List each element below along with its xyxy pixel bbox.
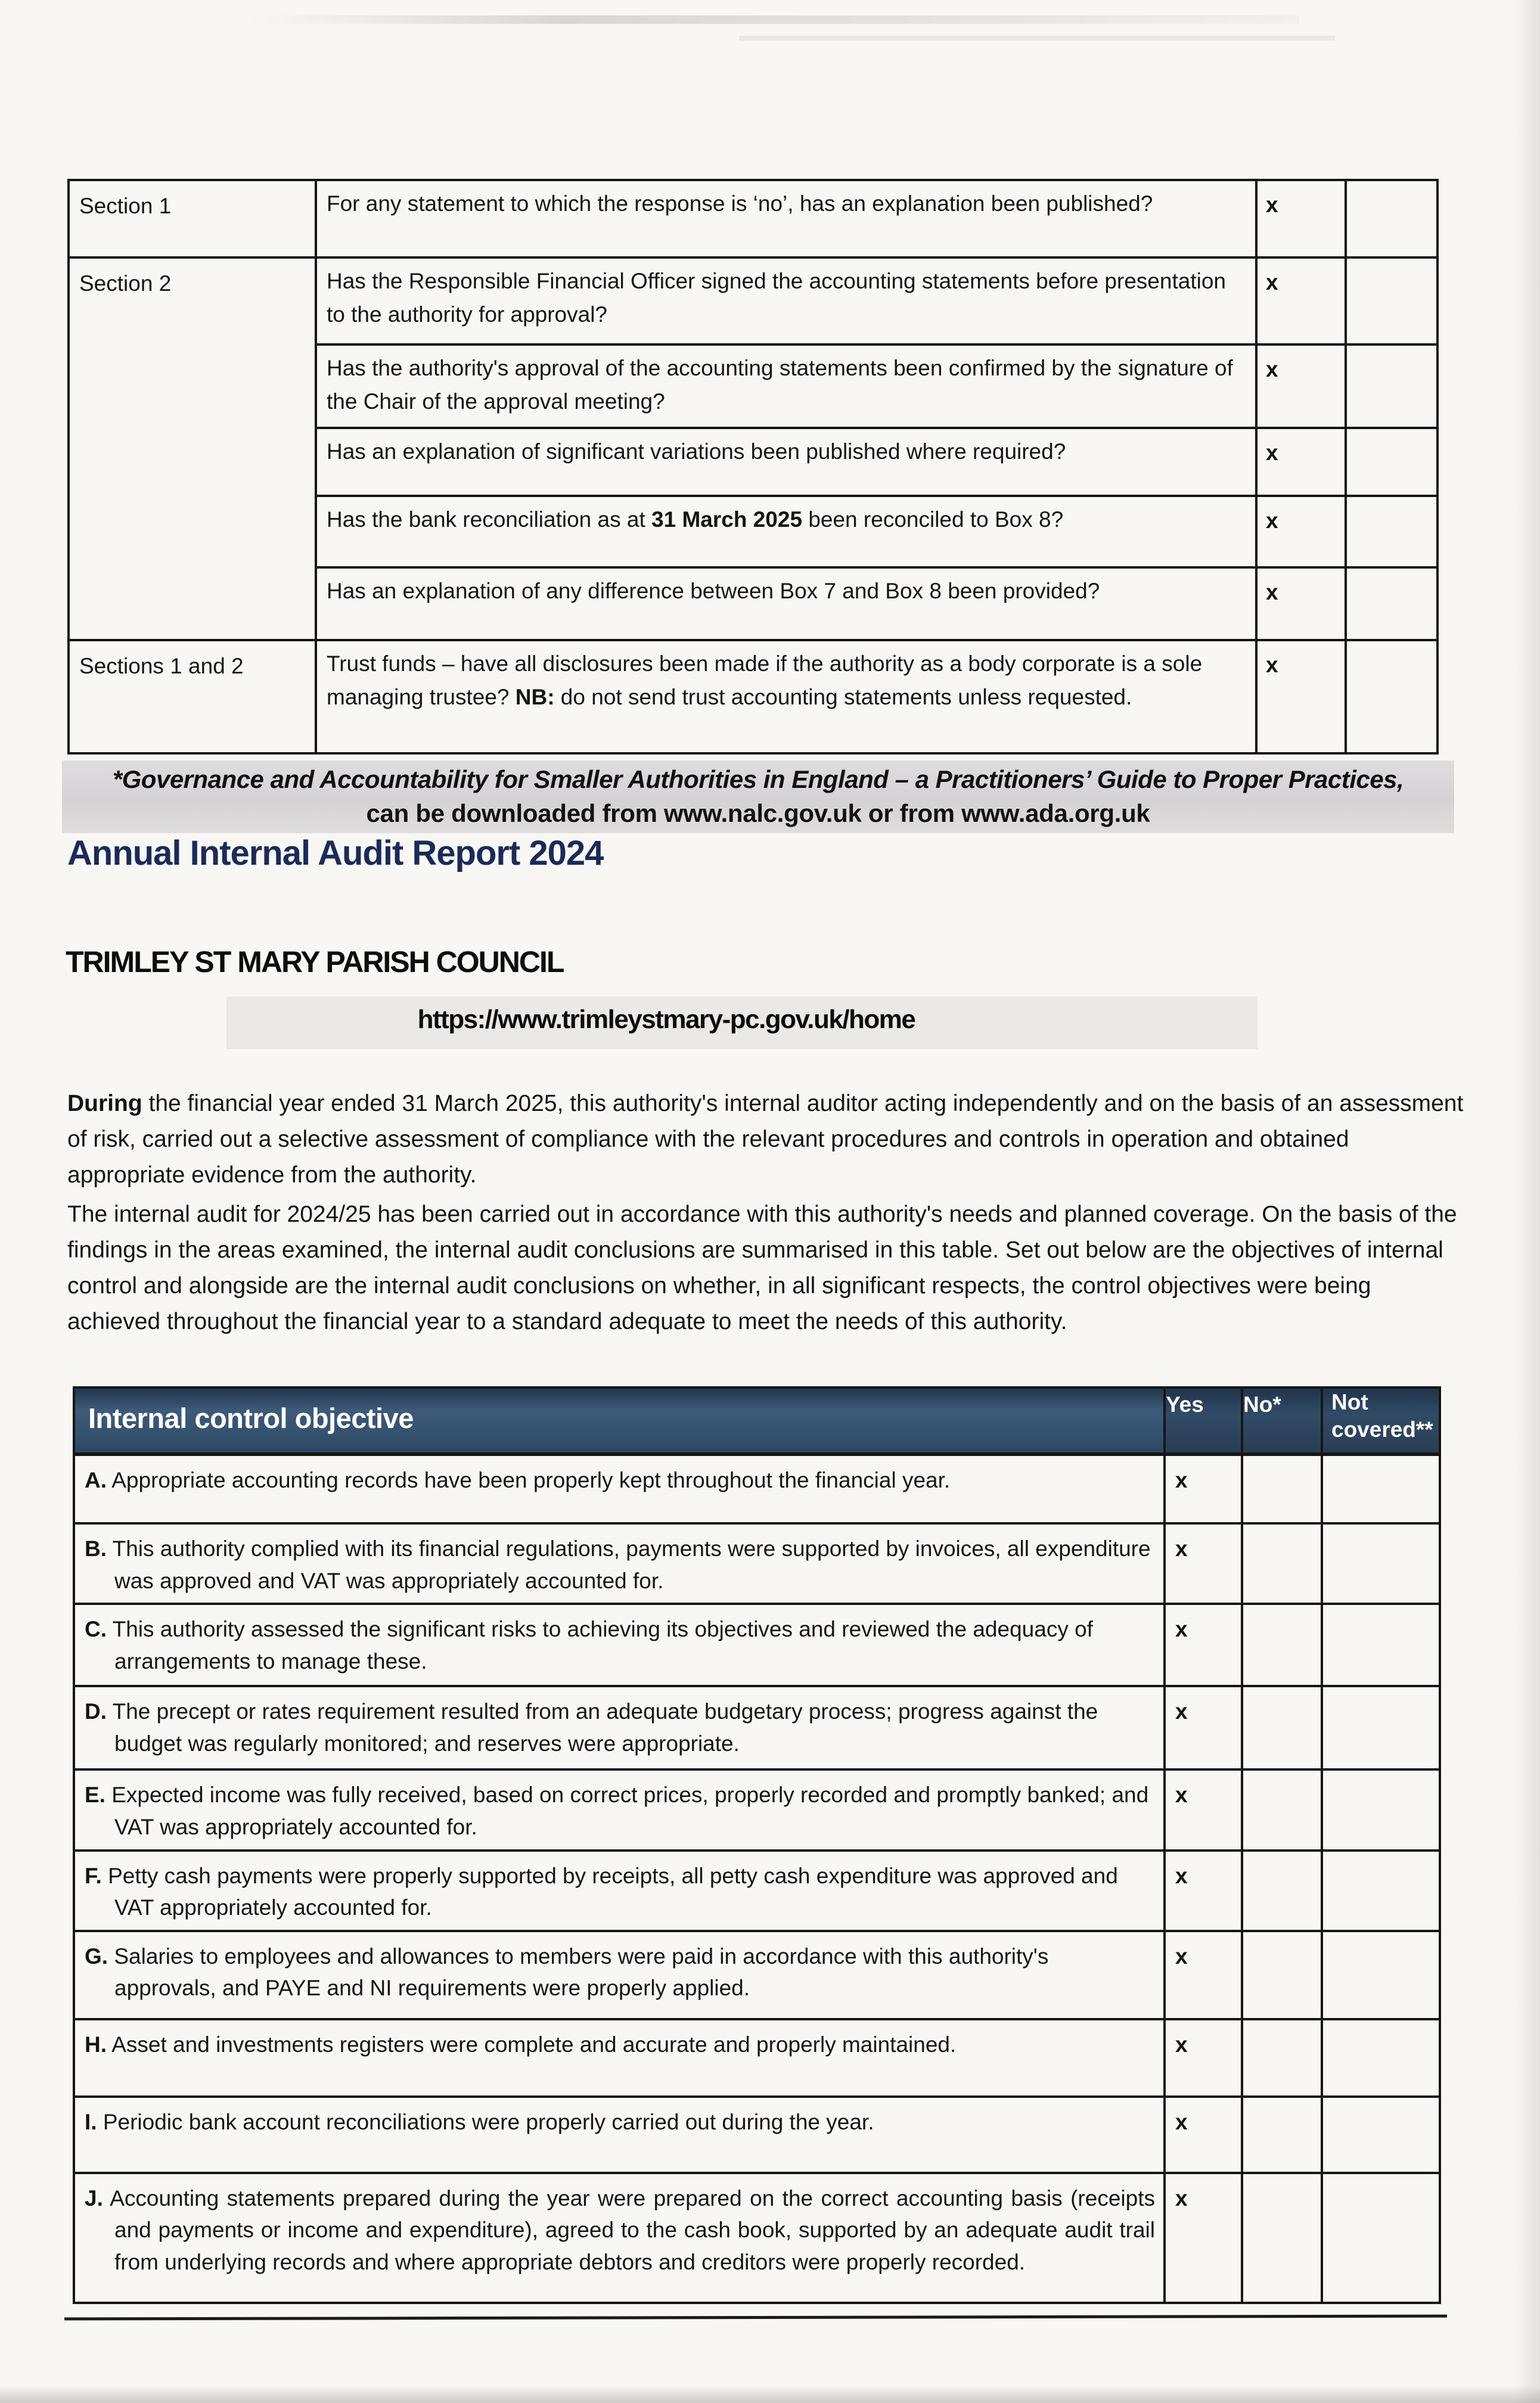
question-text: Has the Responsible Financial Officer signed the accounting statements before presentation to the authority for approval?: [316, 257, 1256, 344]
yes-mark: x: [1165, 1454, 1242, 1523]
question-text: Has an explanation of significant variations been published where required?: [316, 428, 1256, 496]
internal-control-table: [73, 1386, 1441, 2304]
no-cell: [1242, 1604, 1322, 1686]
footnote-line2: can be downloaded from www.nalc.gov.uk or from www.ada.org.uk: [366, 799, 1150, 827]
no-cell: [1242, 1931, 1322, 2019]
not-covered-cell: [1322, 1523, 1440, 1604]
table-row: [74, 1523, 1440, 1604]
not-covered-cell: [1322, 1851, 1440, 1931]
objective-text: C. This authority assessed the significant risks to achieving its objectives and reviewed the adequacy of arrangements to manage these.: [74, 1604, 1165, 1686]
yes-mark: x: [1165, 2019, 1242, 2097]
table-row: [74, 2019, 1440, 2097]
table-row: [69, 180, 1437, 257]
question-text: Has the authority's approval of the accounting statements been confirmed by the signature of the Chair of the approval meeting?: [316, 344, 1256, 428]
answer-mark: x: [1256, 567, 1346, 640]
empty-cell: [1346, 640, 1437, 753]
section-compliance-table: [67, 179, 1439, 755]
yes-mark: x: [1165, 1686, 1242, 1769]
empty-cell: [1346, 180, 1437, 257]
table-row: [74, 1604, 1440, 1686]
nalc-link-text: www.nalc.gov.uk: [663, 799, 862, 827]
answer-mark: x: [1256, 180, 1346, 257]
objective-text: F. Petty cash payments were properly supported by receipts, all petty cash expenditure was approved and VAT appropriately accounted for.: [74, 1851, 1165, 1931]
table-row: [74, 1769, 1440, 1850]
not-covered-cell: [1322, 1931, 1440, 2019]
objective-text: H. Asset and investments registers were complete and accurate and properly maintained.: [74, 2019, 1165, 2097]
not-covered-cell: [1322, 1686, 1440, 1769]
table-row: [74, 1931, 1440, 2019]
not-covered-cell: [1322, 2097, 1440, 2173]
page-bottom-edge: [0, 2385, 1540, 2403]
yes-mark: x: [1165, 2173, 1242, 2303]
no-cell: [1242, 2097, 1322, 2173]
empty-cell: [1346, 496, 1437, 567]
column-header-yes: Yes: [1165, 1387, 1242, 1454]
no-cell: [1242, 1769, 1322, 1850]
objective-text: I. Periodic bank account reconciliations were properly carried out during the year.: [74, 2097, 1165, 2173]
table-row: [74, 1686, 1440, 1769]
scan-edge-shadow: [1514, 0, 1540, 2403]
table-row: [69, 640, 1437, 753]
page-title: Annual Internal Audit Report 2024: [67, 834, 604, 873]
column-header-objective: Internal control objective: [74, 1387, 1165, 1454]
yes-mark: x: [1165, 1604, 1242, 1686]
answer-mark: x: [1256, 496, 1346, 567]
yes-mark: x: [1165, 1931, 1242, 2019]
no-cell: [1242, 1454, 1322, 1523]
objective-text: G. Salaries to employees and allowances to members were paid in accordance with this authority's approvals, and PAYE and NI requirements were properly applied.: [74, 1931, 1165, 2019]
not-covered-cell: [1322, 1769, 1440, 1850]
objective-text: J. Accounting statements prepared during the year were prepared on the correct accounting basis (receipts and payments or income and expenditure), agreed to the cash book, supported by an adequate audit trail from underlying records and where appropriate debtors and creditors were properly recorded.: [74, 2173, 1165, 2303]
footnote: [62, 763, 1454, 830]
table-row: [69, 257, 1437, 344]
column-header-not-covered: Not covered**: [1322, 1387, 1440, 1454]
section-label: Sections 1 and 2: [69, 640, 316, 753]
scan-artifact: [250, 15, 1299, 24]
empty-cell: [1346, 344, 1437, 428]
next-row-top-border: [64, 2315, 1447, 2321]
section-label: Section 1: [69, 180, 316, 257]
yes-mark: x: [1165, 1769, 1242, 1850]
question-text: Has an explanation of any difference between Box 7 and Box 8 been provided?: [316, 567, 1256, 640]
table-row: [74, 1851, 1440, 1931]
answer-mark: x: [1256, 257, 1346, 344]
no-cell: [1242, 2173, 1322, 2303]
council-name: TRIMLEY ST MARY PARISH COUNCIL: [66, 945, 564, 979]
table-header-row: [74, 1387, 1440, 1454]
no-cell: [1242, 1851, 1322, 1931]
answer-mark: x: [1256, 640, 1346, 753]
question-text: For any statement to which the response is ‘no’, has an explanation been published?: [316, 180, 1256, 257]
empty-cell: [1346, 428, 1437, 496]
empty-cell: [1346, 567, 1437, 640]
answer-mark: x: [1256, 428, 1346, 496]
no-cell: [1242, 1686, 1322, 1769]
table-row: [74, 2173, 1440, 2303]
table-row: [74, 2097, 1440, 2173]
section-label: Section 2: [69, 257, 316, 640]
question-text: Trust funds – have all disclosures been made if the authority as a body corporate is a sole managing trustee? NB: do not send trust accounting statements unless requested.: [316, 640, 1256, 753]
objective-text: A. Appropriate accounting records have been properly kept throughout the financial year.: [74, 1454, 1165, 1523]
scan-artifact: [739, 36, 1335, 41]
objective-text: D. The precept or rates requirement resulted from an adequate budgetary process; progress against the budget was regularly monitored; and reserves were appropriate.: [74, 1686, 1165, 1769]
not-covered-cell: [1322, 2173, 1440, 2303]
yes-mark: x: [1165, 1523, 1242, 1604]
objective-text: E. Expected income was fully received, based on correct prices, properly recorded and promptly banked; and VAT was appropriately accounted for.: [74, 1769, 1165, 1850]
empty-cell: [1346, 257, 1437, 344]
intro-paragraph-2: The internal audit for 2024/25 has been carried out in accordance with this authority's needs and planned coverage. On the basis of the findings in the areas examined, the internal audit conclusions are summarised in this table. Set out below are the objectives of internal control and alongside are the internal audit conclusions on whether, in all significant respects, the control objectives were being achieved throughout the financial year to a standard adequate to meet the needs of this authority.: [67, 1202, 1457, 1335]
council-website-url: https://www.trimleystmary-pc.gov.uk/home: [417, 1005, 915, 1034]
yes-mark: x: [1165, 1851, 1242, 1931]
objective-text: B. This authority complied with its financial regulations, payments were supported by invoices, all expenditure was approved and VAT was appropriately accounted for.: [74, 1523, 1165, 1604]
footnote-line1: *Governance and Accountability for Smaller Authorities in England – a Practitioners’ Guide to Proper Practices,: [112, 765, 1404, 793]
yes-mark: x: [1165, 2097, 1242, 2173]
not-covered-cell: [1322, 1604, 1440, 1686]
question-text: Has the bank reconciliation as at 31 March 2025 been reconciled to Box 8?: [316, 496, 1256, 567]
table-row: [74, 1454, 1440, 1523]
ada-link-text: www.ada.org.uk: [961, 799, 1150, 827]
no-cell: [1242, 2019, 1322, 2097]
column-header-no: No*: [1242, 1387, 1322, 1454]
no-cell: [1242, 1523, 1322, 1604]
not-covered-cell: [1322, 1454, 1440, 1523]
intro-paragraph-1: During the financial year ended 31 March 2025, this authority's internal auditor acting independently and on the basis of an assessment of risk, carried out a selective assessment of compliance with the relevant procedures and controls in operation and obtained appropriate evidence from the authority.: [67, 1091, 1464, 1188]
not-covered-cell: [1322, 2019, 1440, 2097]
answer-mark: x: [1256, 344, 1346, 428]
